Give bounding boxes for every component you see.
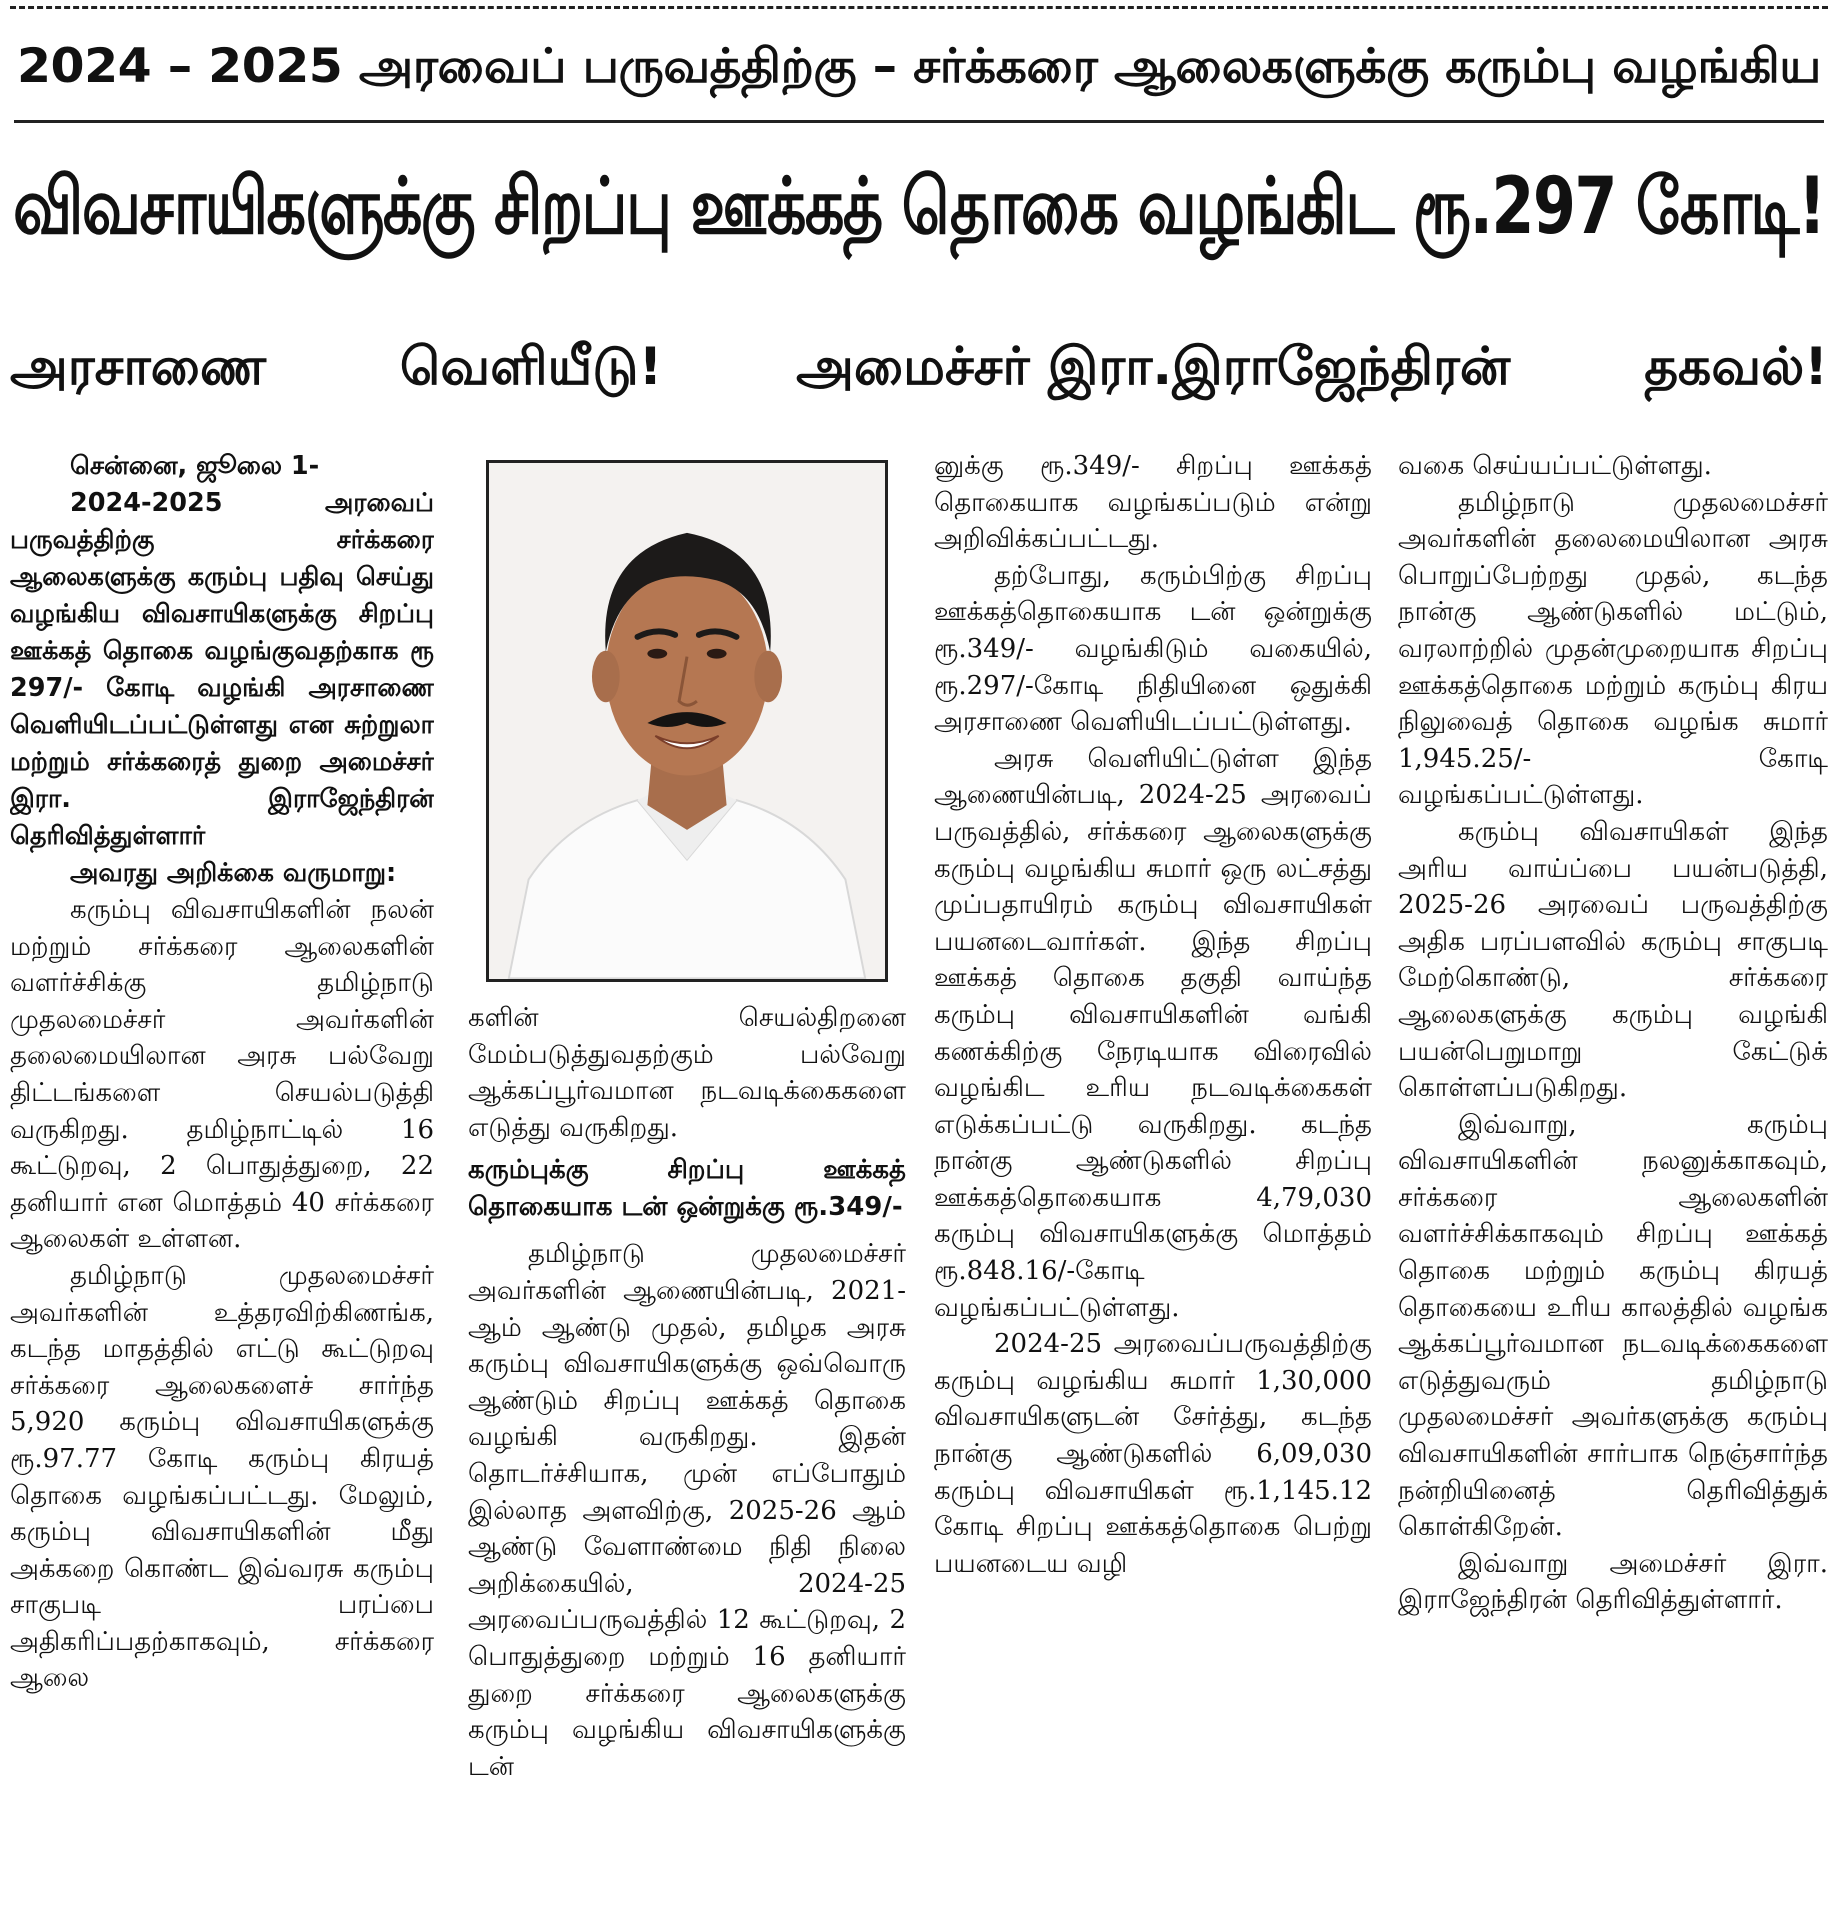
minister-portrait-icon (489, 463, 885, 979)
body-paragraph: களின் செயல்திறனை மேம்படுத்துவதற்கும் பல்வேறு ஆக்கப்பூர்வமான நடவடிக்கைகளை எடுத்து வருகிறது. (468, 1003, 906, 1143)
body-paragraph: வகை செய்யப்பட்டுள்ளது. (1398, 451, 1712, 481)
body-paragraph: இவ்வாறு, கரும்பு விவசாயிகளின் நலனுக்காகவும், சர்க்கரை ஆலைகளின் வளர்ச்சிக்காகவும் சிறப்பு ஊக்கத் தொகை மற்றும் கரும்பு கிரயத் தொகையை உரிய காலத்தில் வழங்க ஆக்கப்பூர்வமான நடவடிக்கைகளை எடுத்துவரும் தமிழ்நாடு முதலமைச்சர் அவர்களுக்கு கரும்பு விவசாயிகளின் சார்பாக நெஞ்சார்ந்த நன்றியினைத் தெரிவித்துக் கொள்கிறேன். (1398, 1109, 1828, 1543)
section-subtitle: கரும்புக்கு சிறப்பு ஊக்கத் தொகையாக டன் ஒன்றுக்கு ரூ.349/- (468, 1155, 906, 1223)
minister-photo (486, 460, 888, 982)
body-paragraph: இவ்வாறு அமைச்சர் இரா. இராஜேந்திரன் தெரிவித்துள்ளார். (1398, 1548, 1828, 1616)
main-headline: விவசாயிகளுக்கு சிறப்பு ஊக்கத் தொகை வழங்கிட ரூ.297 கோடி! (13, 162, 1825, 252)
body-paragraph: கரும்பு விவசாயிகளின் நலன் மற்றும் சர்க்கரை ஆலைகளின் வளர்ச்சிக்கு தமிழ்நாடு முதலமைச்சர் அவர்களின் தலைமையிலான அரசு பல்வேறு திட்டங்களை செயல்படுத்தி வருகிறது. தமிழ்நாட்டில் 16 கூட்டுறவு, 2 பொதுத்துறை, 22 தனியார் என மொத்தம் 40 சர்க்கரை ஆலைகள் உள்ளன. (10, 895, 434, 1255)
body-paragraph: தற்போது, கரும்பிற்கு சிறப்பு ஊக்கத்தொகையாக டன் ஒன்றுக்கு ரூ.349/- வழங்கிடும் வகையில், ரூ.297/-கோடி நிதியினை ஒதுக்கி அரசாணை வெளியிடப்பட்டுள்ளது. (934, 560, 1372, 738)
subhead-part-4: தகவல்! (1644, 336, 1828, 397)
body-paragraph: அரசு வெளியிட்டுள்ள இந்த ஆணையின்படி, 2024-25 அரவைப் பருவத்தில், சர்க்கரை ஆலைகளுக்கு கரும்பு வழங்கிய சுமார் ஒரு லட்சத்து முப்பதாயிரம் கரும்பு விவசாயிகள் பயனடைவார்கள். இந்த சிறப்பு ஊக்கத் தொகை தகுதி வாய்ந்த கரும்பு விவசாயிகளின் வங்கி கணக்கிற்கு நேரடியாக விரைவில் வழங்கிட உரிய நடவடிக்கைகள் எடுக்கப்பட்டு வருகிறது. கடந்த நான்கு ஆண்டுகளில் சிறப்பு ஊக்கத்தொகையாக 4,79,030 கரும்பு விவசாயிகளுக்கு மொத்தம் ரூ.848.16/-கோடி வழங்கப்பட்டுள்ளது. (934, 743, 1372, 1323)
body-paragraph: தமிழ்நாடு முதலமைச்சர் அவர்களின் உத்தரவிற்கிணங்க, கடந்த மாதத்தில் எட்டு கூட்டுறவு சர்க்கரை ஆலைகளைச் சார்ந்த 5,920 கரும்பு விவசாயிகளுக்கு ரூ.97.77 கோடி கரும்பு கிரயத் தொகை வழங்கப்பட்டது. மேலும், கரும்பு விவசாயிகளின் மீது அக்கறை கொண்ட இவ்வரசு கரும்பு சாகுபடி பரப்பை அதிகரிப்பதற்காகவும், சர்க்கரை ஆலை (10, 1260, 434, 1694)
kicker-headline: 2024 – 2025 அரவைப் பருவத்திற்கு – சர்க்கரை ஆலைகளுக்கு கரும்பு வழங்கிய (17, 38, 1821, 94)
body-paragraph: னுக்கு ரூ.349/- சிறப்பு ஊக்கத் தொகையாக வழங்கப்படும் என்று அறிவிக்கப்பட்டது. (934, 451, 1372, 555)
body-paragraph: தமிழ்நாடு முதலமைச்சர் அவர்களின் தலைமையிலான அரசு பொறுப்பேற்றது முதல், கடந்த நான்கு ஆண்டுகளில் மட்டும், வரலாற்றில் முதன்முறையாக சிறப்பு ஊக்கத்தொகை மற்றும் கரும்பு கிரய நிலுவைத் தொகை வழங்க சுமார் 1,945.25/- கோடி வழங்கப்பட்டுள்ளது. (1398, 487, 1828, 811)
subheadline (10, 310, 1828, 430)
article-column-2 (468, 1000, 906, 1918)
article-column-1 (10, 448, 434, 1918)
article-column-4 (1398, 448, 1828, 1918)
kicker-rule (14, 120, 1824, 123)
article-column-3 (934, 448, 1372, 1918)
subhead-part-2: வெளியீடு! (399, 336, 663, 397)
lead-tail: அவரது அறிக்கை வருமாறு: (70, 858, 397, 888)
dateline: சென்னை, ஜூலை 1- (70, 451, 320, 481)
body-paragraph: 2024-25 அரவைப்பருவத்திற்கு கரும்பு வழங்கிய சுமார் 1,30,000 விவசாயிகளுடன் சேர்த்து, கடந்த நான்கு ஆண்டுகளில் 6,09,030 கரும்பு விவசாயிகள் ரூ.1,145.12 கோடி சிறப்பு ஊக்கத்தொகை பெற்று பயனடைய வழி (934, 1329, 1372, 1579)
top-dashed-rule (10, 6, 1828, 9)
lead-paragraph: 2024-2025 அரவைப் பருவத்திற்கு சர்க்கரை ஆலைகளுக்கு கரும்பு பதிவு செய்து வழங்கிய விவசாயிகளுக்கு சிறப்பு ஊக்கத் தொகை வழங்குவதற்காக ரூ 297/- கோடி வழங்கி அரசாணை வெளியிடப்பட்டுள்ளது என சுற்றுலா மற்றும் சர்க்கரைத் துறை அமைச்சர் இரா. இராஜேந்திரன் தெரிவித்துள்ளார் (10, 488, 434, 851)
body-paragraph: தமிழ்நாடு முதலமைச்சர் அவர்களின் ஆணையின்படி, 2021-ஆம் ஆண்டு முதல், தமிழக அரசு கரும்பு விவசாயிகளுக்கு ஒவ்வொரு ஆண்டும் சிறப்பு ஊக்கத் தொகை வழங்கி வருகிறது. இதன் தொடர்ச்சியாக, முன் எப்போதும் இல்லாத அளவிற்கு, 2025-26 ஆம் ஆண்டு வேளாண்மை நிதி நிலை அறிக்கையில், 2024-25 அரவைப்பருவத்தில் 12 கூட்டுறவு, 2 பொதுத்துறை மற்றும் 16 தனியார் துறை சர்க்கரை ஆலைகளுக்கு கரும்பு வழங்கிய விவசாயிகளுக்கு டன் (468, 1239, 906, 1782)
subhead-part-3: அமைச்சர் இரா.இராஜேந்திரன் (796, 336, 1511, 397)
subhead-part-1: அரசாணை (10, 336, 266, 397)
body-paragraph: கரும்பு விவசாயிகள் இந்த அரிய வாய்ப்பை பயன்படுத்தி, 2025-26 அரவைப் பருவத்திற்கு அதிக பரப்பளவில் கரும்பு சாகுபடி மேற்கொண்டு, சர்க்கரை ஆலைகளுக்கு கரும்பு வழங்கி பயன்பெறுமாறு கேட்டுக் கொள்ளப்படுகிறது. (1398, 816, 1828, 1104)
